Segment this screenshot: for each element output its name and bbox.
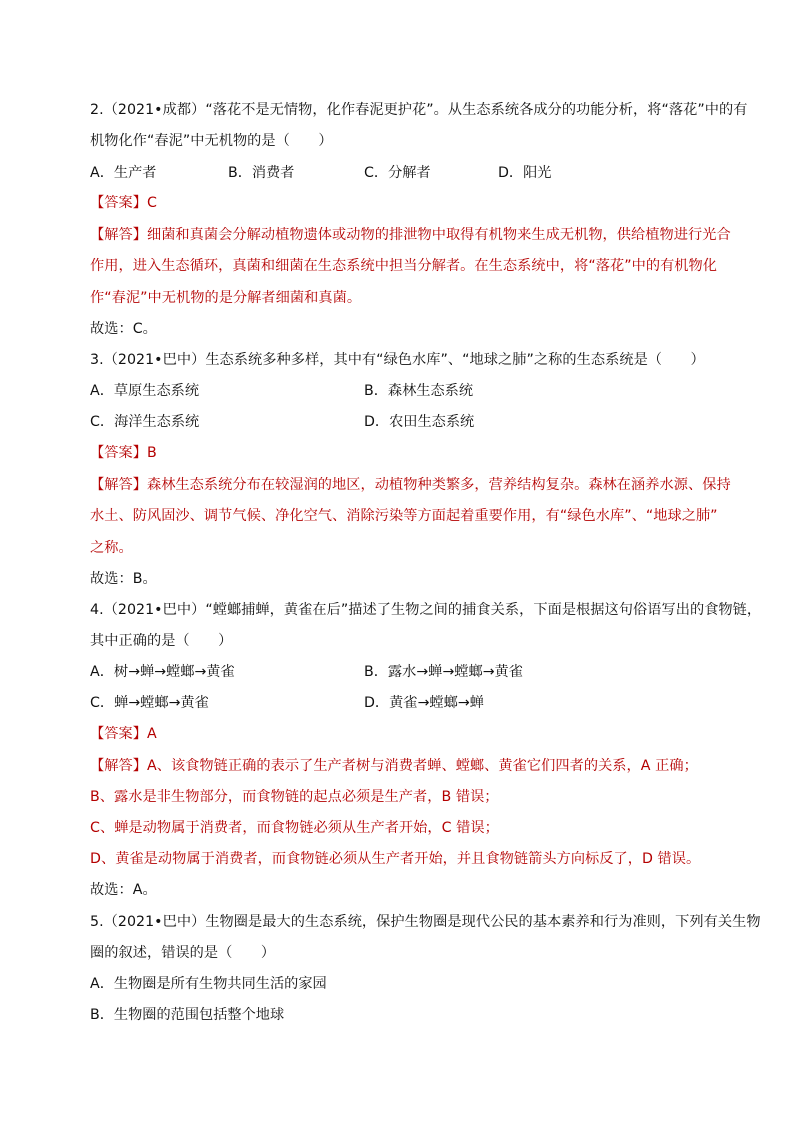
question-2-option-c: C．分解者	[364, 165, 431, 181]
question-2-stem-text-1: （2021•成都）“落花不是无情物，化作春泥更护花”。从生态系统各成分的功能分析，将“落花”中的有	[103, 102, 748, 118]
question-4-option-a: A．树→蝉→螳螂→黄雀	[90, 664, 235, 680]
question-3-option-b: B．森林生态系统	[364, 383, 474, 399]
question-2-option-d: D．阳光	[498, 165, 552, 181]
question-3-explanation-line-2: 水土、防风固沙、调节气候、净化空气、消除污染等方面起着重要作用，有“绿色水库”、“地球之肺”	[90, 508, 718, 524]
question-3-choice: 故选：B。	[90, 571, 157, 587]
question-2-stem-line-1	[90, 101, 747, 119]
question-4-explanation-line-3: C、蝉是动物属于消费者，而食物链必须从生产者开始，C 错误；	[90, 820, 499, 836]
question-4-stem-line-1	[90, 601, 761, 619]
question-5-option-a: A．生物圈是所有生物共同生活的家园	[90, 976, 327, 992]
question-2-stem-line-2: 机物化作“春泥”中无机物的是（ ）	[90, 133, 333, 149]
question-4-option-c: C．蝉→螳螂→黄雀	[90, 695, 209, 711]
question-2-option-a: A．生产者	[90, 165, 157, 181]
question-3-number: 3.	[90, 352, 104, 368]
question-4-stem-text-1: （2021•巴中）“螳螂捕蝉，黄雀在后”描述了生物之间的捕食关系，下面是根据这句俗语写出的食物链，	[103, 602, 762, 618]
question-3-option-a: A．草原生态系统	[90, 383, 200, 399]
question-2-number: 2.	[90, 102, 104, 118]
question-3-option-c: C．海洋生态系统	[90, 414, 200, 430]
question-2-explanation-line-1: 【解答】细菌和真菌会分解动植物遗体或动物的排泄物中取得有机物来生成无机物，供给植物进行光合	[90, 227, 731, 243]
question-4-explanation-line-4: D、黄雀是动物属于消费者，而食物链必须从生产者开始，并且食物链箭头方向标反了，D 错误。	[90, 851, 701, 867]
question-5-stem-line-2: 圈的叙述，错误的是（ ）	[90, 945, 276, 961]
question-4-explanation-line-2: B、露水是非生物部分，而食物链的起点必须是生产者，B 错误；	[90, 789, 499, 805]
question-4-stem-line-2: 其中正确的是（ ）	[90, 633, 233, 649]
question-3-explanation-line-1: 【解答】森林生态系统分布在较湿润的地区，动植物种类繁多，营养结构复杂。森林在涵养水源、保持	[90, 477, 731, 493]
question-4-explanation-line-1: 【解答】A、该食物链正确的表示了生产者树与消费者蝉、螳螂、黄雀它们四者的关系，A 正确；	[90, 758, 698, 774]
question-3-explanation-line-3: 之称。	[90, 540, 133, 556]
question-4-number: 4.	[90, 602, 104, 618]
question-4-option-b: B．露水→蝉→螳螂→黄雀	[364, 664, 523, 680]
question-2-option-b: B．消费者	[228, 165, 295, 181]
question-3-stem-text-1: （2021•巴中）生态系统多种多样，其中有“绿色水库”、“地球之肺”之称的生态系统是（ ）	[103, 352, 705, 368]
question-3-option-d: D．农田生态系统	[364, 414, 475, 430]
question-3-answer: 【答案】B	[90, 445, 157, 461]
question-5-number: 5.	[90, 914, 104, 930]
question-2-explanation-line-2: 作用，进入生态循环，真菌和细菌在生态系统中担当分解者。在生态系统中，将“落花”中的有机物化	[90, 258, 718, 274]
question-3-stem-line-1	[90, 351, 705, 369]
question-2-answer: 【答案】C	[90, 195, 157, 211]
question-4-choice: 故选：A。	[90, 882, 157, 898]
question-4-option-d: D．黄雀→螳螂→蝉	[364, 695, 484, 711]
question-5-stem-text-1: （2021•巴中）生物圈是最大的生态系统，保护生物圈是现代公民的基本素养和行为准则，下列有关生物	[103, 914, 761, 930]
question-4-answer: 【答案】A	[90, 726, 157, 742]
question-2-choice: 故选：C。	[90, 321, 157, 337]
question-2-explanation-line-3: 作“春泥”中无机物的是分解者细菌和真菌。	[90, 290, 362, 306]
question-5-option-b: B．生物圈的范围包括整个地球	[90, 1007, 285, 1023]
question-5-stem-line-1	[90, 913, 761, 931]
